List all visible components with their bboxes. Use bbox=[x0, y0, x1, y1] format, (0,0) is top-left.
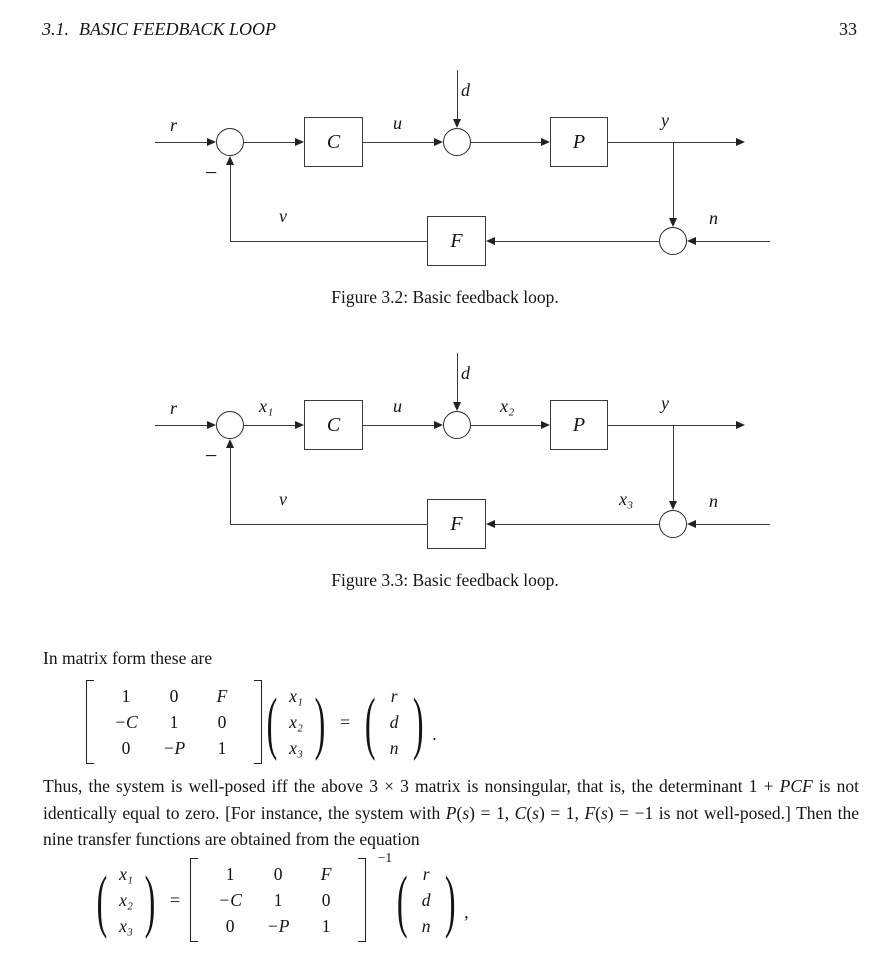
arrowhead-left-icon bbox=[486, 237, 495, 245]
arrowhead-right-icon bbox=[207, 421, 216, 429]
block-c-label: C bbox=[326, 130, 341, 153]
signal-line-e bbox=[244, 142, 295, 143]
intro-text: In matrix form these are bbox=[43, 648, 213, 668]
matrix-cell: F bbox=[320, 863, 332, 884]
vector-entry: r bbox=[390, 685, 398, 706]
paren-right-icon: ) bbox=[144, 860, 156, 940]
signal-line-x2 bbox=[471, 425, 541, 426]
matrix-cell: F bbox=[216, 685, 228, 706]
signal-line-y bbox=[608, 425, 736, 426]
section-title: BASIC FEEDBACK LOOP bbox=[79, 19, 276, 39]
paren-left-icon: ( bbox=[364, 682, 376, 762]
bracket-right-icon bbox=[254, 680, 262, 764]
vector-entry: x₁ bbox=[119, 863, 133, 884]
signal-line-r bbox=[155, 425, 207, 426]
signal-label-n: n bbox=[709, 491, 718, 511]
matrix-cell: 0 bbox=[121, 737, 131, 758]
coefficient-matrix bbox=[86, 680, 262, 764]
summing-junction-2 bbox=[443, 128, 471, 156]
signal-label-u: u bbox=[393, 113, 402, 133]
signal-line-u bbox=[363, 425, 434, 426]
branch-line-y bbox=[673, 425, 674, 501]
block-plant-p bbox=[550, 400, 608, 450]
vector-entries bbox=[408, 862, 444, 938]
state-vector bbox=[266, 684, 326, 760]
arrowhead-right-icon bbox=[736, 138, 745, 146]
vector-entries bbox=[278, 684, 314, 760]
matrix-cell: 0 bbox=[225, 915, 235, 936]
block-controller-c bbox=[304, 117, 363, 167]
signal-label-r: r bbox=[170, 115, 178, 135]
matrix-cell: 0 bbox=[321, 889, 331, 910]
summing-junction-2 bbox=[443, 411, 471, 439]
vector-entry: x₁ bbox=[289, 685, 303, 706]
vector-entry: x₂ bbox=[289, 711, 303, 732]
input-vector bbox=[364, 684, 424, 760]
page-number: 33 bbox=[839, 19, 857, 39]
minus-sign: − bbox=[205, 160, 218, 185]
matrix-cell: 0 bbox=[273, 863, 283, 884]
block-f-label: F bbox=[450, 229, 463, 252]
arrowhead-down-icon bbox=[453, 119, 461, 128]
vector-entry: n bbox=[389, 737, 399, 758]
block-plant-p bbox=[550, 117, 608, 167]
arrowhead-right-icon bbox=[207, 138, 216, 146]
feedback-line-right bbox=[495, 524, 659, 525]
bracket-left-icon bbox=[86, 680, 94, 764]
matrix-cell: 1 bbox=[225, 863, 235, 884]
feedback-line-right bbox=[495, 241, 659, 242]
signal-label-v: v bbox=[279, 489, 287, 509]
matrix-cell: 0 bbox=[217, 711, 227, 732]
feedback-line-left bbox=[230, 524, 427, 525]
signal-label-d: d bbox=[461, 80, 470, 100]
branch-line-y bbox=[673, 142, 674, 218]
paren-right-icon: ) bbox=[412, 682, 424, 762]
vector-entry: x₂ bbox=[119, 889, 133, 910]
signal-label-y: y bbox=[661, 393, 669, 413]
signal-line-to-p bbox=[471, 142, 541, 143]
signal-label-d: d bbox=[461, 363, 470, 383]
vector-entry: d bbox=[389, 711, 399, 732]
signal-line-y bbox=[608, 142, 736, 143]
signal-line-r bbox=[155, 142, 207, 143]
noise-line-n bbox=[696, 241, 770, 242]
signal-label-x1: x₁ bbox=[259, 396, 274, 416]
signal-line-x1 bbox=[244, 425, 295, 426]
vector-entry: n bbox=[421, 915, 431, 936]
arrowhead-left-icon bbox=[687, 520, 696, 528]
block-c-label: C bbox=[326, 413, 341, 436]
arrowhead-right-icon bbox=[434, 138, 443, 146]
paren-left-icon: ( bbox=[396, 860, 408, 940]
section-number: 3.1. bbox=[42, 19, 69, 39]
matrix-cells bbox=[198, 858, 358, 942]
arrowhead-down-icon bbox=[453, 402, 461, 411]
summing-junction-1 bbox=[216, 411, 244, 439]
inverse-matrix bbox=[190, 850, 393, 942]
bracket-left-icon bbox=[190, 858, 198, 942]
equation-period: . bbox=[432, 723, 437, 744]
signal-label-r: r bbox=[170, 398, 178, 418]
arrowhead-left-icon bbox=[486, 520, 495, 528]
arrowhead-right-icon bbox=[541, 421, 550, 429]
equals-sign: = bbox=[340, 711, 351, 732]
matrix-cell: −P bbox=[162, 737, 186, 758]
block-filter-f bbox=[427, 499, 486, 549]
signal-label-n: n bbox=[709, 208, 718, 228]
matrix-cell: 1 bbox=[169, 711, 179, 732]
arrowhead-right-icon bbox=[295, 138, 304, 146]
coefficient-matrix bbox=[190, 858, 366, 942]
state-vector bbox=[96, 862, 156, 938]
signal-line-u bbox=[363, 142, 434, 143]
signal-label-y: y bbox=[661, 110, 669, 130]
vector-entry: x₃ bbox=[119, 915, 133, 936]
paren-right-icon: ) bbox=[314, 682, 326, 762]
paren-left-icon: ( bbox=[96, 860, 108, 940]
page-header bbox=[42, 19, 276, 40]
signal-label-x3: x₃ bbox=[619, 489, 634, 509]
matrix-cell: −P bbox=[266, 915, 290, 936]
feedback-line-left bbox=[230, 241, 427, 242]
matrix-cell: −C bbox=[218, 889, 242, 910]
block-p-label: P bbox=[572, 413, 586, 436]
body-paragraph: Thus, the system is well-posed iff the above 3 × 3 matrix is nonsingular, that is, the determinant 1 + PCF is not identically equal to zero. [For instance, the system with P(s) = 1, C(s) = 1, F(s) = −1 is not well-posed.] Then the nine transfer functions are obtained from the equation bbox=[43, 776, 860, 849]
matrix-cell: 1 bbox=[217, 737, 227, 758]
equation-comma: , bbox=[464, 901, 469, 922]
signal-label-v: v bbox=[279, 206, 287, 226]
equation-2 bbox=[92, 850, 469, 942]
arrowhead-down-icon bbox=[669, 501, 677, 510]
figure-3-2-caption: Figure 3.2: Basic feedback loop. bbox=[331, 287, 559, 307]
signal-label-u: u bbox=[393, 396, 402, 416]
arrowhead-right-icon bbox=[541, 138, 550, 146]
summing-junction-3 bbox=[659, 510, 687, 538]
block-filter-f bbox=[427, 216, 486, 266]
minus-sign: − bbox=[205, 443, 218, 468]
noise-line-n bbox=[696, 524, 770, 525]
arrowhead-right-icon bbox=[434, 421, 443, 429]
arrowhead-right-icon bbox=[736, 421, 745, 429]
summing-junction-1 bbox=[216, 128, 244, 156]
feedback-line-up bbox=[230, 165, 231, 242]
feedback-line-up bbox=[230, 448, 231, 525]
vector-entries bbox=[108, 862, 144, 938]
block-f-label: F bbox=[450, 512, 463, 535]
arrowhead-up-icon bbox=[226, 439, 234, 448]
matrix-cell: 0 bbox=[169, 685, 179, 706]
summing-junction-3 bbox=[659, 227, 687, 255]
arrowhead-down-icon bbox=[669, 218, 677, 227]
arrowhead-up-icon bbox=[226, 156, 234, 165]
matrix-cells bbox=[94, 680, 254, 764]
equals-sign: = bbox=[170, 889, 181, 910]
signal-label-x2: x₂ bbox=[500, 396, 515, 416]
disturbance-line-d bbox=[457, 70, 458, 119]
matrix-cell: 1 bbox=[321, 915, 331, 936]
block-controller-c bbox=[304, 400, 363, 450]
figure-3-3-caption: Figure 3.3: Basic feedback loop. bbox=[331, 570, 559, 590]
matrix-cell: 1 bbox=[273, 889, 283, 910]
vector-entries bbox=[376, 684, 412, 760]
matrix-cell: 1 bbox=[121, 685, 131, 706]
input-vector bbox=[396, 862, 456, 938]
matrix-cell: −C bbox=[114, 711, 138, 732]
equation-1 bbox=[86, 680, 437, 764]
disturbance-line-d bbox=[457, 353, 458, 402]
inverse-exponent: −1 bbox=[377, 850, 393, 865]
block-p-label: P bbox=[572, 130, 586, 153]
paren-left-icon: ( bbox=[266, 682, 278, 762]
paren-right-icon: ) bbox=[444, 860, 456, 940]
vector-entry: d bbox=[421, 889, 431, 910]
arrowhead-right-icon bbox=[295, 421, 304, 429]
arrowhead-left-icon bbox=[687, 237, 696, 245]
bracket-right-icon bbox=[358, 858, 366, 942]
vector-entry: r bbox=[422, 863, 430, 884]
vector-entry: x₃ bbox=[289, 737, 303, 758]
